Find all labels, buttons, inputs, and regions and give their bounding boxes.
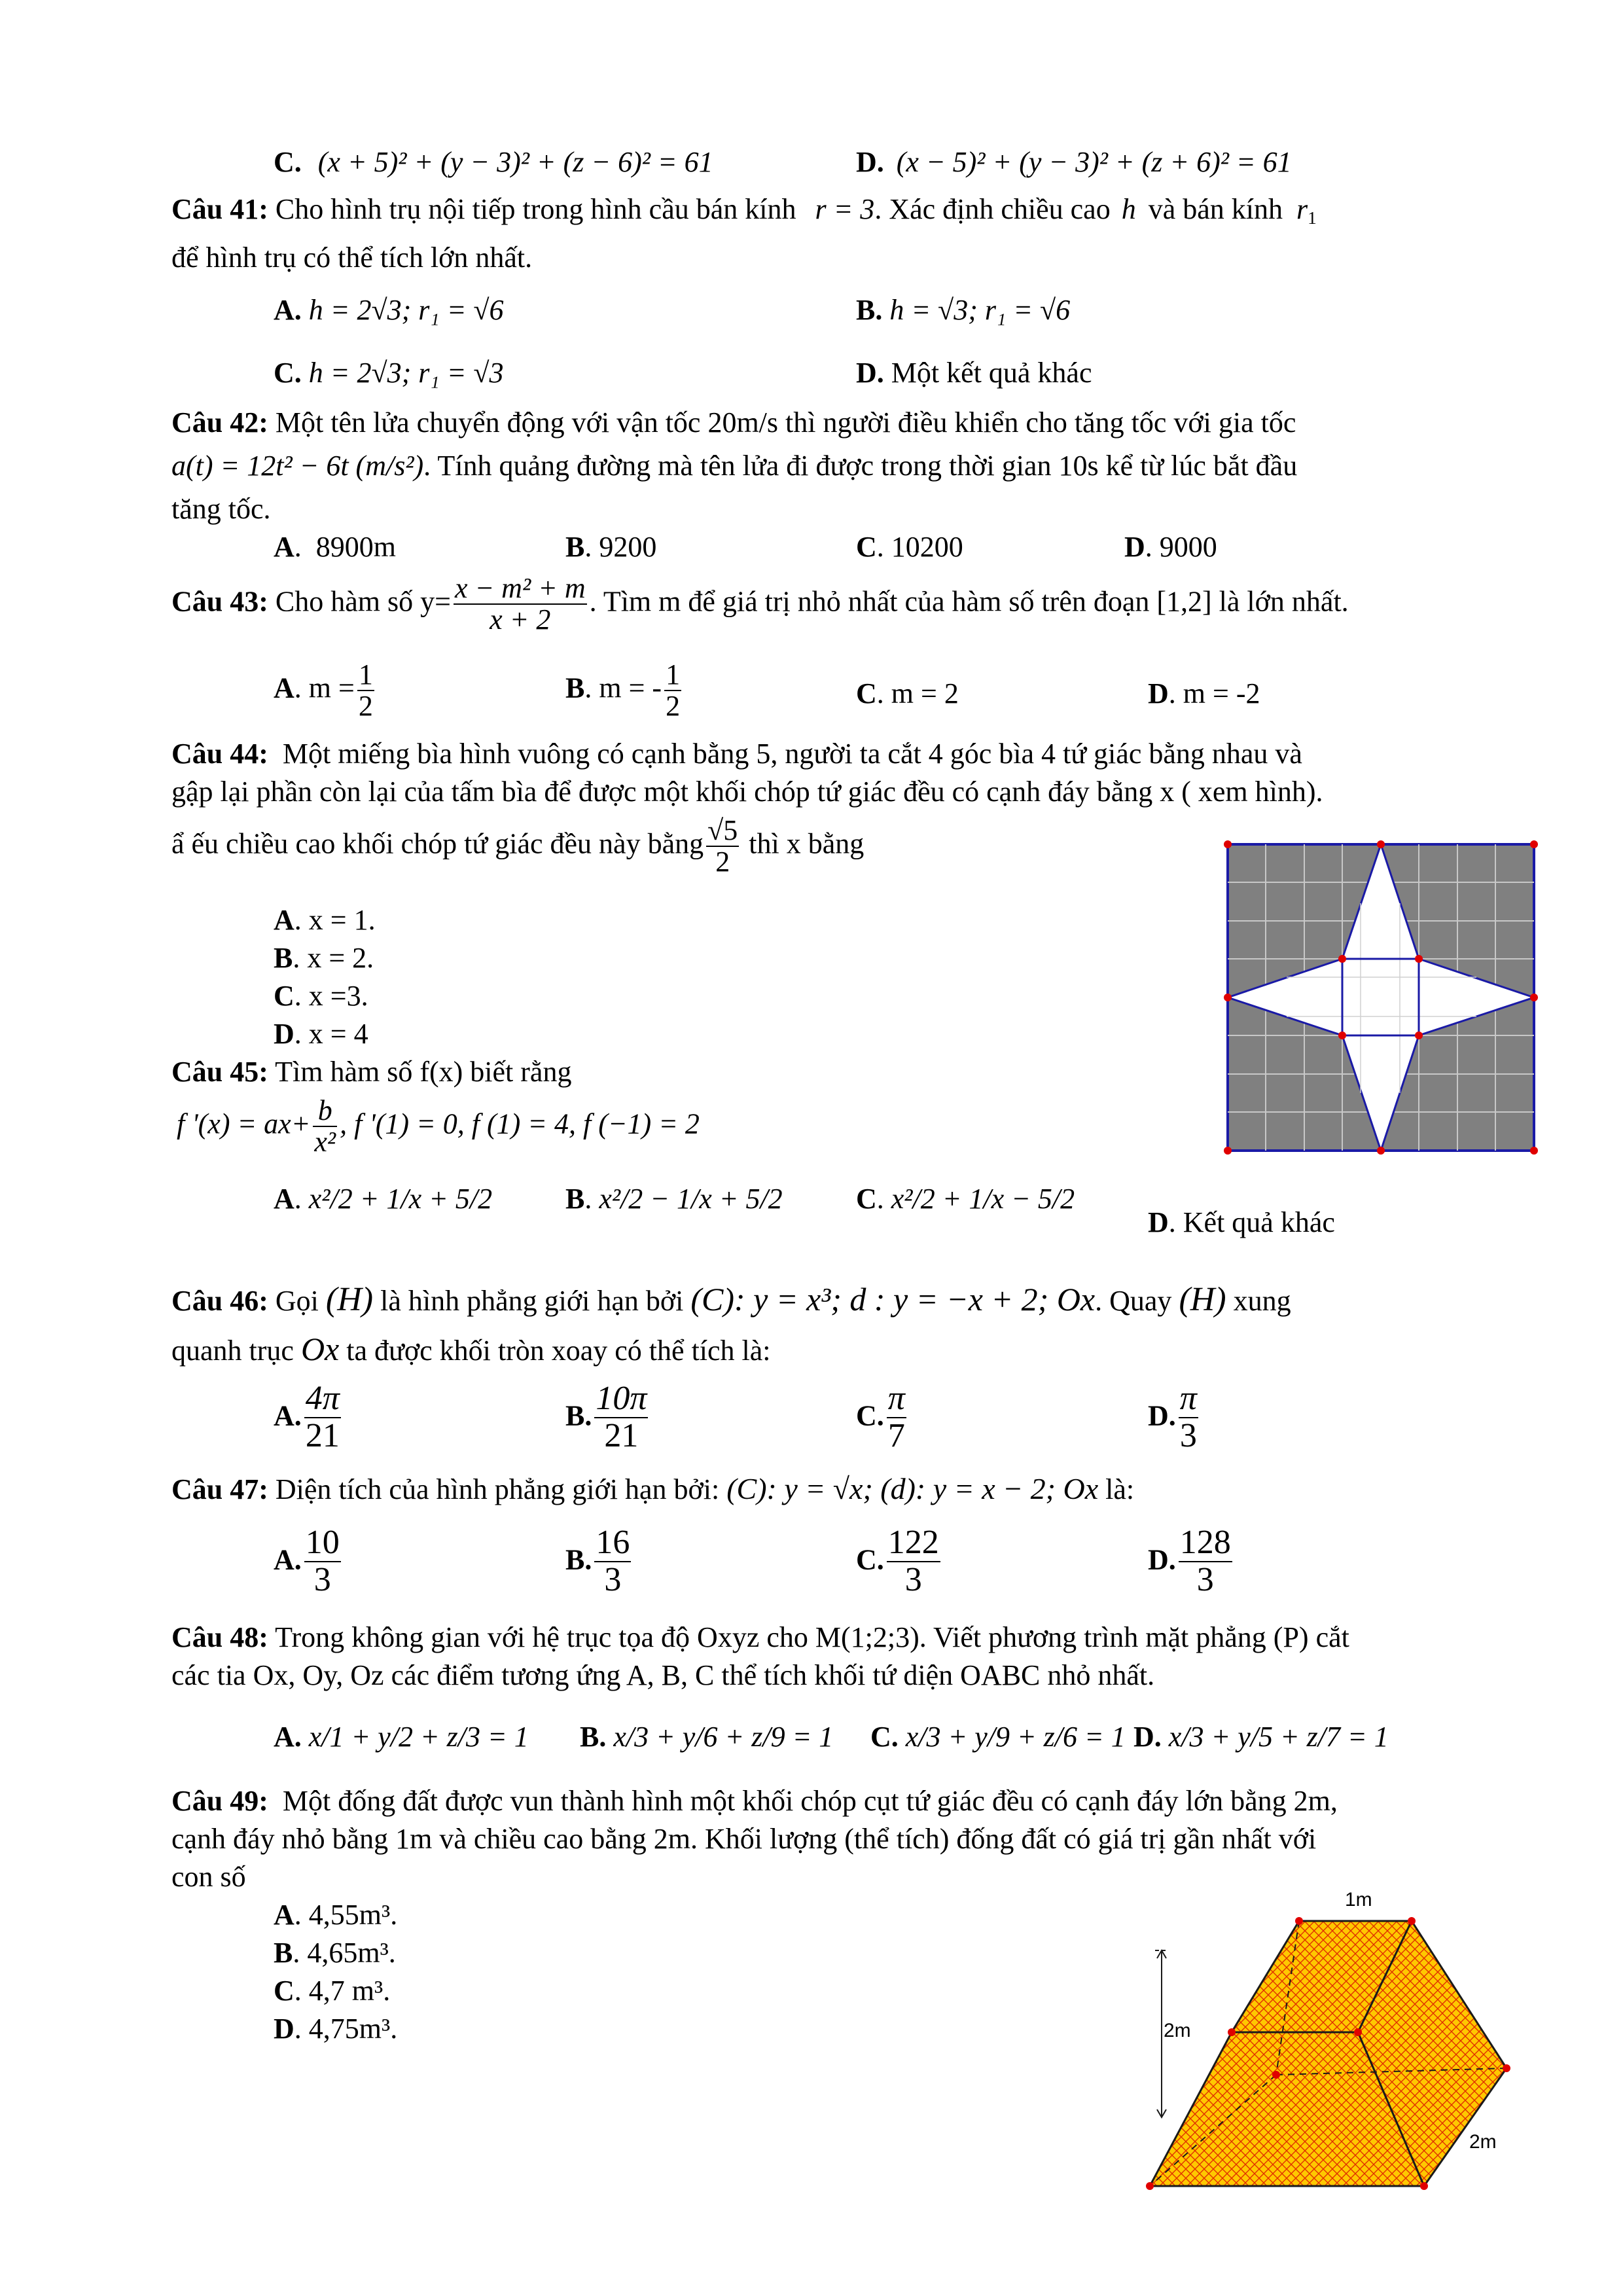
q44-figure [1221,838,1547,1164]
q45-option-a: A. x²/2 + 1/x + 5/2 [274,1183,493,1215]
q46-option-a: A. $\frac{4\pi}{21}$ [274,1380,340,1454]
q44-option-a: A. x = 1. [274,904,376,936]
q48-stem-cont: các tia Ox, Oy, Oz các điểm tương ứng A, B, C thể tích khối tứ diện OABC nhỏ nhất. [171,1659,1155,1691]
q46-stem-cont: quanh trục Ox ta được khối tròn xoay có thể tích là: [171,1331,771,1367]
q43-stem: Câu 43: Cho hàm số y= $\frac{\text{x − m² + m}}{x + 2}$ . Tìm m để giá trị nhỏ nhất của hàm số trên đoạn [1,2] là lớn nhất. [171,572,1349,636]
q49-frustum-body [1150,1921,1507,2186]
q45-stem: Câu 45: Tìm hàm số f(x) biết rằng [171,1056,572,1088]
q41-option-b: B. h = √3; r₁ = √6 [856,294,1071,326]
q48-option-c: C. x/3 + y/9 + z/6 = 1 [870,1721,1126,1753]
q41-stem-cont: để hình trụ có thể tích lớn nhất. [171,242,533,274]
q42-option-c: C. 10200 [856,531,963,563]
q49-label-base: 2m [1469,2131,1497,2153]
q48-stem: Câu 48: Trong không gian với hệ trục tọa độ Oxyz cho M(1;2;3). Viết phương trình mặt phẳng (P) cắt [171,1621,1349,1653]
q42-option-d: D. 9000 [1124,531,1217,563]
q47-option-b: B. $\frac{16}{3}$ [565,1524,630,1598]
q49-stem-cont: cạnh đáy nhỏ bằng 1m và chiều cao bằng 2m. Khối lượng (thể tích) đống đất có giá trị gần nhất với [171,1823,1317,1855]
q42-option-a: A. 8900m [274,531,397,563]
q45-option-d: D. Kết quả khác [1148,1206,1335,1238]
q41-option-d: D. Một kết quả khác [856,357,1092,389]
q49-figure [1113,1885,1531,2199]
q42-stem-end: tăng tốc. [171,493,271,525]
q49-option-a: A. 4,55m³. [274,1899,398,1931]
q49-label-height: 2m [1164,2020,1191,2041]
q44-stem-end: ẩ ếu chiều cao khối chóp tứ giác đều này bằng $\frac{√5}{2}$ thì x bằng [171,814,865,878]
q43-option-a: A. m = $\frac{1}{2}$ [274,658,373,723]
q42-formula: a(t) = 12t² − 6t (m/s²) [171,450,424,482]
q43-option-c: C. m = 2 [856,677,959,709]
q48-option-a: A. x/1 + y/2 + z/3 = 1 [274,1721,529,1753]
q49-option-c: C. 4,7 m³. [274,1975,391,2007]
q49-option-d: D. 4,75m³. [274,2013,398,2045]
q40-option-c-text: (x + 5)² + (y − 3)² + (z − 6)² = 61 [317,146,713,178]
q44-option-c: C. x =3. [274,980,368,1012]
q48-option-d: D. x/3 + y/5 + z/7 = 1 [1133,1721,1389,1753]
q46-option-c: C. $\frac{\pi}{7}$ [856,1380,905,1454]
q49-option-b: B. 4,65m³. [274,1937,396,1969]
q41-option-a: A. h = 2√3; r₁ = √6 [274,294,504,326]
q47-option-d: D. $\frac{128}{3}$ [1148,1524,1231,1598]
q43-option-d: D. m = -2 [1148,677,1260,709]
q41-stem: Câu 41: Cho hình trụ nội tiếp trong hình cầu bán kính r = 3. Xác định chiều cao h và bán kính $r_1$ [171,193,1317,228]
q42-stem-cont: a(t) = 12t² − 6t (m/s²). Tính quảng đường mà tên lửa đi được trong thời gian 10s kể từ lúc bắt đầu [171,450,1298,482]
q44-stem: Câu 44: Một miếng bìa hình vuông có cạnh bằng 5, người ta cắt 4 góc bìa 4 tứ giác bằng nhau và [171,738,1302,770]
q41-option-c: C. h = 2√3; r₁ = √3 [274,357,504,389]
q46-stem: Câu 46: Gọi (H) là hình phẳng giới hạn bởi (C): y = x³; d : y = −x + 2; Ox. Quay (H) xung [171,1281,1291,1318]
q43-fraction: $\frac{\text{x − m² + m}}{x + 2}$ [454,572,586,636]
q49-stem-end: con số [171,1861,246,1893]
q47-stem: Câu 47: Diện tích của hình phẳng giới hạn bởi: (C): y = √x; (d): y = x − 2; Ox là: [171,1472,1135,1505]
q46-option-b: B. $\frac{10\pi}{21}$ [565,1380,647,1454]
q48-option-b: B. x/3 + y/6 + z/9 = 1 [580,1721,834,1753]
q49-label-top: 1m [1345,1889,1372,1910]
q43-option-b: B. m = - $\frac{1}{2}$ [565,658,681,723]
q45-condition: f '(x) = ax+ $\frac{b}{\text{x²}}$ , f '(1) = 0, f (1) = 4, f (−1) = 2 [177,1094,700,1158]
q44-option-b: B. x = 2. [274,942,374,974]
q40-option-d: D. (x − 5)² + (y − 3)² + (z + 6)² = 61 [856,146,1292,178]
q49-stem: Câu 49: Một đống đất được vun thành hình một khối chóp cụt tứ giác đều có cạnh đáy lớn bằng 2m, [171,1785,1338,1817]
q44-option-d: D. x = 4 [274,1018,368,1050]
q45-option-c: C. x²/2 + 1/x − 5/2 [856,1183,1075,1215]
q40-option-d-text: (x − 5)² + (y − 3)² + (z + 6)² = 61 [896,146,1292,178]
q44-stem-cont: gập lại phần còn lại của tấm bìa để được một khối chóp tứ giác đều có cạnh đáy bằng x ( xem hình). [171,776,1323,808]
q40-option-c: C. (x + 5)² + (y − 3)² + (z − 6)² = 61 [274,146,713,178]
q46-option-d: D. $\frac{\pi}{3}$ [1148,1380,1197,1454]
q47-option-c: C. $\frac{122}{3}$ [856,1524,939,1598]
q45-option-b: B. x²/2 − 1/x + 5/2 [565,1183,783,1215]
q42-stem: Câu 42: Một tên lửa chuyển động với vận tốc 20m/s thì người điều khiển cho tăng tốc với gia tốc [171,406,1296,439]
q47-option-a: A. $\frac{10}{3}$ [274,1524,340,1598]
q42-option-b: B. 9200 [565,531,657,563]
